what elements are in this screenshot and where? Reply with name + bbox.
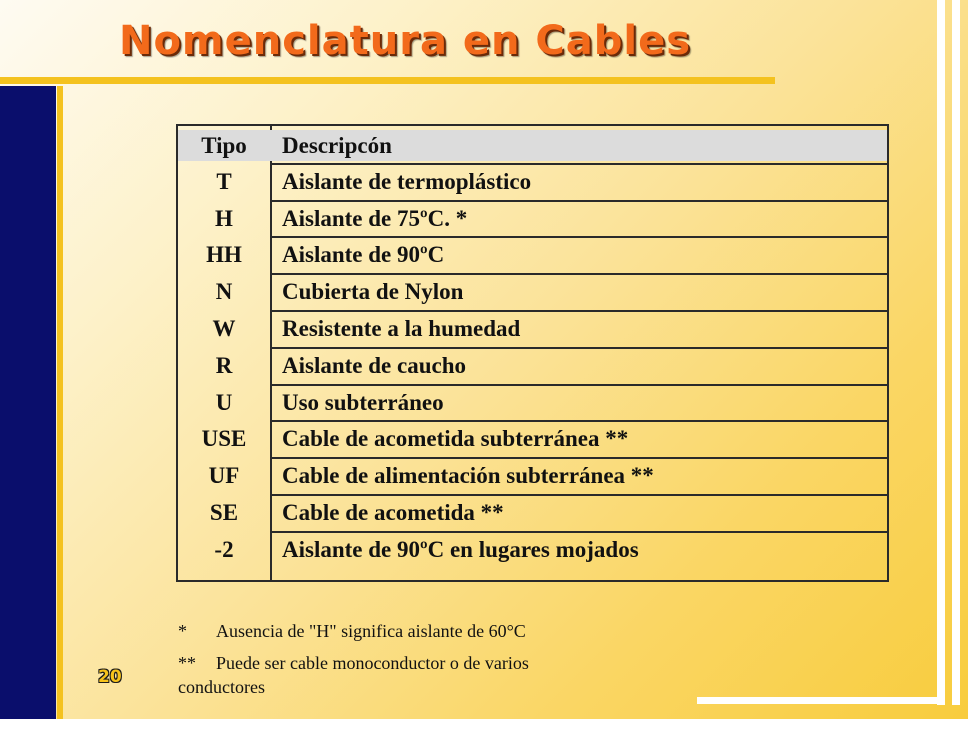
footnote-mark: ** <box>178 653 196 673</box>
tipo-cell: SE <box>209 500 239 525</box>
table-row <box>178 425 887 453</box>
tipo-cell: N <box>215 279 233 304</box>
descripcion-cell: Cable de acometida subterránea ** <box>282 426 629 451</box>
tipo-cell: U <box>215 390 233 415</box>
row-separator <box>270 457 887 459</box>
table-row <box>178 315 887 343</box>
descripcion-cell: Resistente a la humedad <box>282 316 521 341</box>
title-underline <box>0 77 775 84</box>
tipo-cell: -2 <box>214 537 234 562</box>
descripcion-cell: Aislante de caucho <box>282 353 466 378</box>
tipo-cell: R <box>215 353 233 378</box>
row-separator <box>270 273 887 275</box>
header-tipo: Tipo <box>201 133 247 158</box>
header-descripcion: Descripcón <box>282 133 392 158</box>
row-separator <box>270 347 887 349</box>
descripcion-cell: Cable de alimentación subterránea ** <box>282 463 654 488</box>
footnote-1 <box>178 621 526 642</box>
tipo-cell: HH <box>206 242 242 267</box>
table-row <box>178 536 887 564</box>
tipo-cell: W <box>212 316 236 341</box>
left-navy-bar <box>0 86 56 720</box>
row-separator <box>270 384 887 386</box>
descripcion-cell: Aislante de 90ºC <box>282 242 445 267</box>
descripcion-cell: Cubierta de Nylon <box>282 279 464 304</box>
row-separator <box>270 200 887 202</box>
footnote-text: Puede ser cable monoconductor o de varios <box>216 653 529 673</box>
row-separator <box>270 494 887 496</box>
descripcion-cell: Aislante de 90ºC en lugares mojados <box>282 537 639 562</box>
left-gold-line <box>57 86 63 720</box>
descripcion-cell: Aislante de 75ºC. * <box>282 206 468 231</box>
row-separator <box>270 163 887 165</box>
table-row <box>178 205 887 233</box>
table-row <box>178 241 887 269</box>
row-separator <box>270 531 887 533</box>
footnote-2-continuation: conductores <box>178 677 265 697</box>
table-row <box>178 168 887 196</box>
footnote-2 <box>178 653 529 674</box>
table-row <box>178 389 887 417</box>
cable-nomenclature-table <box>176 124 889 582</box>
bottom-strip <box>0 719 968 729</box>
table-row <box>178 462 887 490</box>
tipo-cell: H <box>215 206 233 231</box>
table-row <box>178 278 887 306</box>
page-title: Nomenclatura en Cables <box>118 18 692 64</box>
bottom-white-line <box>697 697 937 704</box>
right-white-line-2 <box>952 0 960 705</box>
footnote-text: Ausencia de "H" significa aislante de 60°C <box>216 621 526 641</box>
page-number: 20 <box>98 667 122 687</box>
tipo-cell: T <box>216 169 232 194</box>
table-header-row <box>178 130 887 161</box>
descripcion-cell: Aislante de termoplástico <box>282 169 532 194</box>
row-separator <box>270 236 887 238</box>
table-row <box>178 352 887 380</box>
descripcion-cell: Cable de acometida ** <box>282 500 504 525</box>
row-separator <box>270 420 887 422</box>
row-separator <box>270 310 887 312</box>
footnote-mark: * <box>178 621 187 641</box>
tipo-cell: UF <box>208 463 240 488</box>
table-row <box>178 499 887 527</box>
tipo-cell: USE <box>201 426 247 451</box>
right-white-line-1 <box>937 0 945 705</box>
descripcion-cell: Uso subterráneo <box>282 390 444 415</box>
